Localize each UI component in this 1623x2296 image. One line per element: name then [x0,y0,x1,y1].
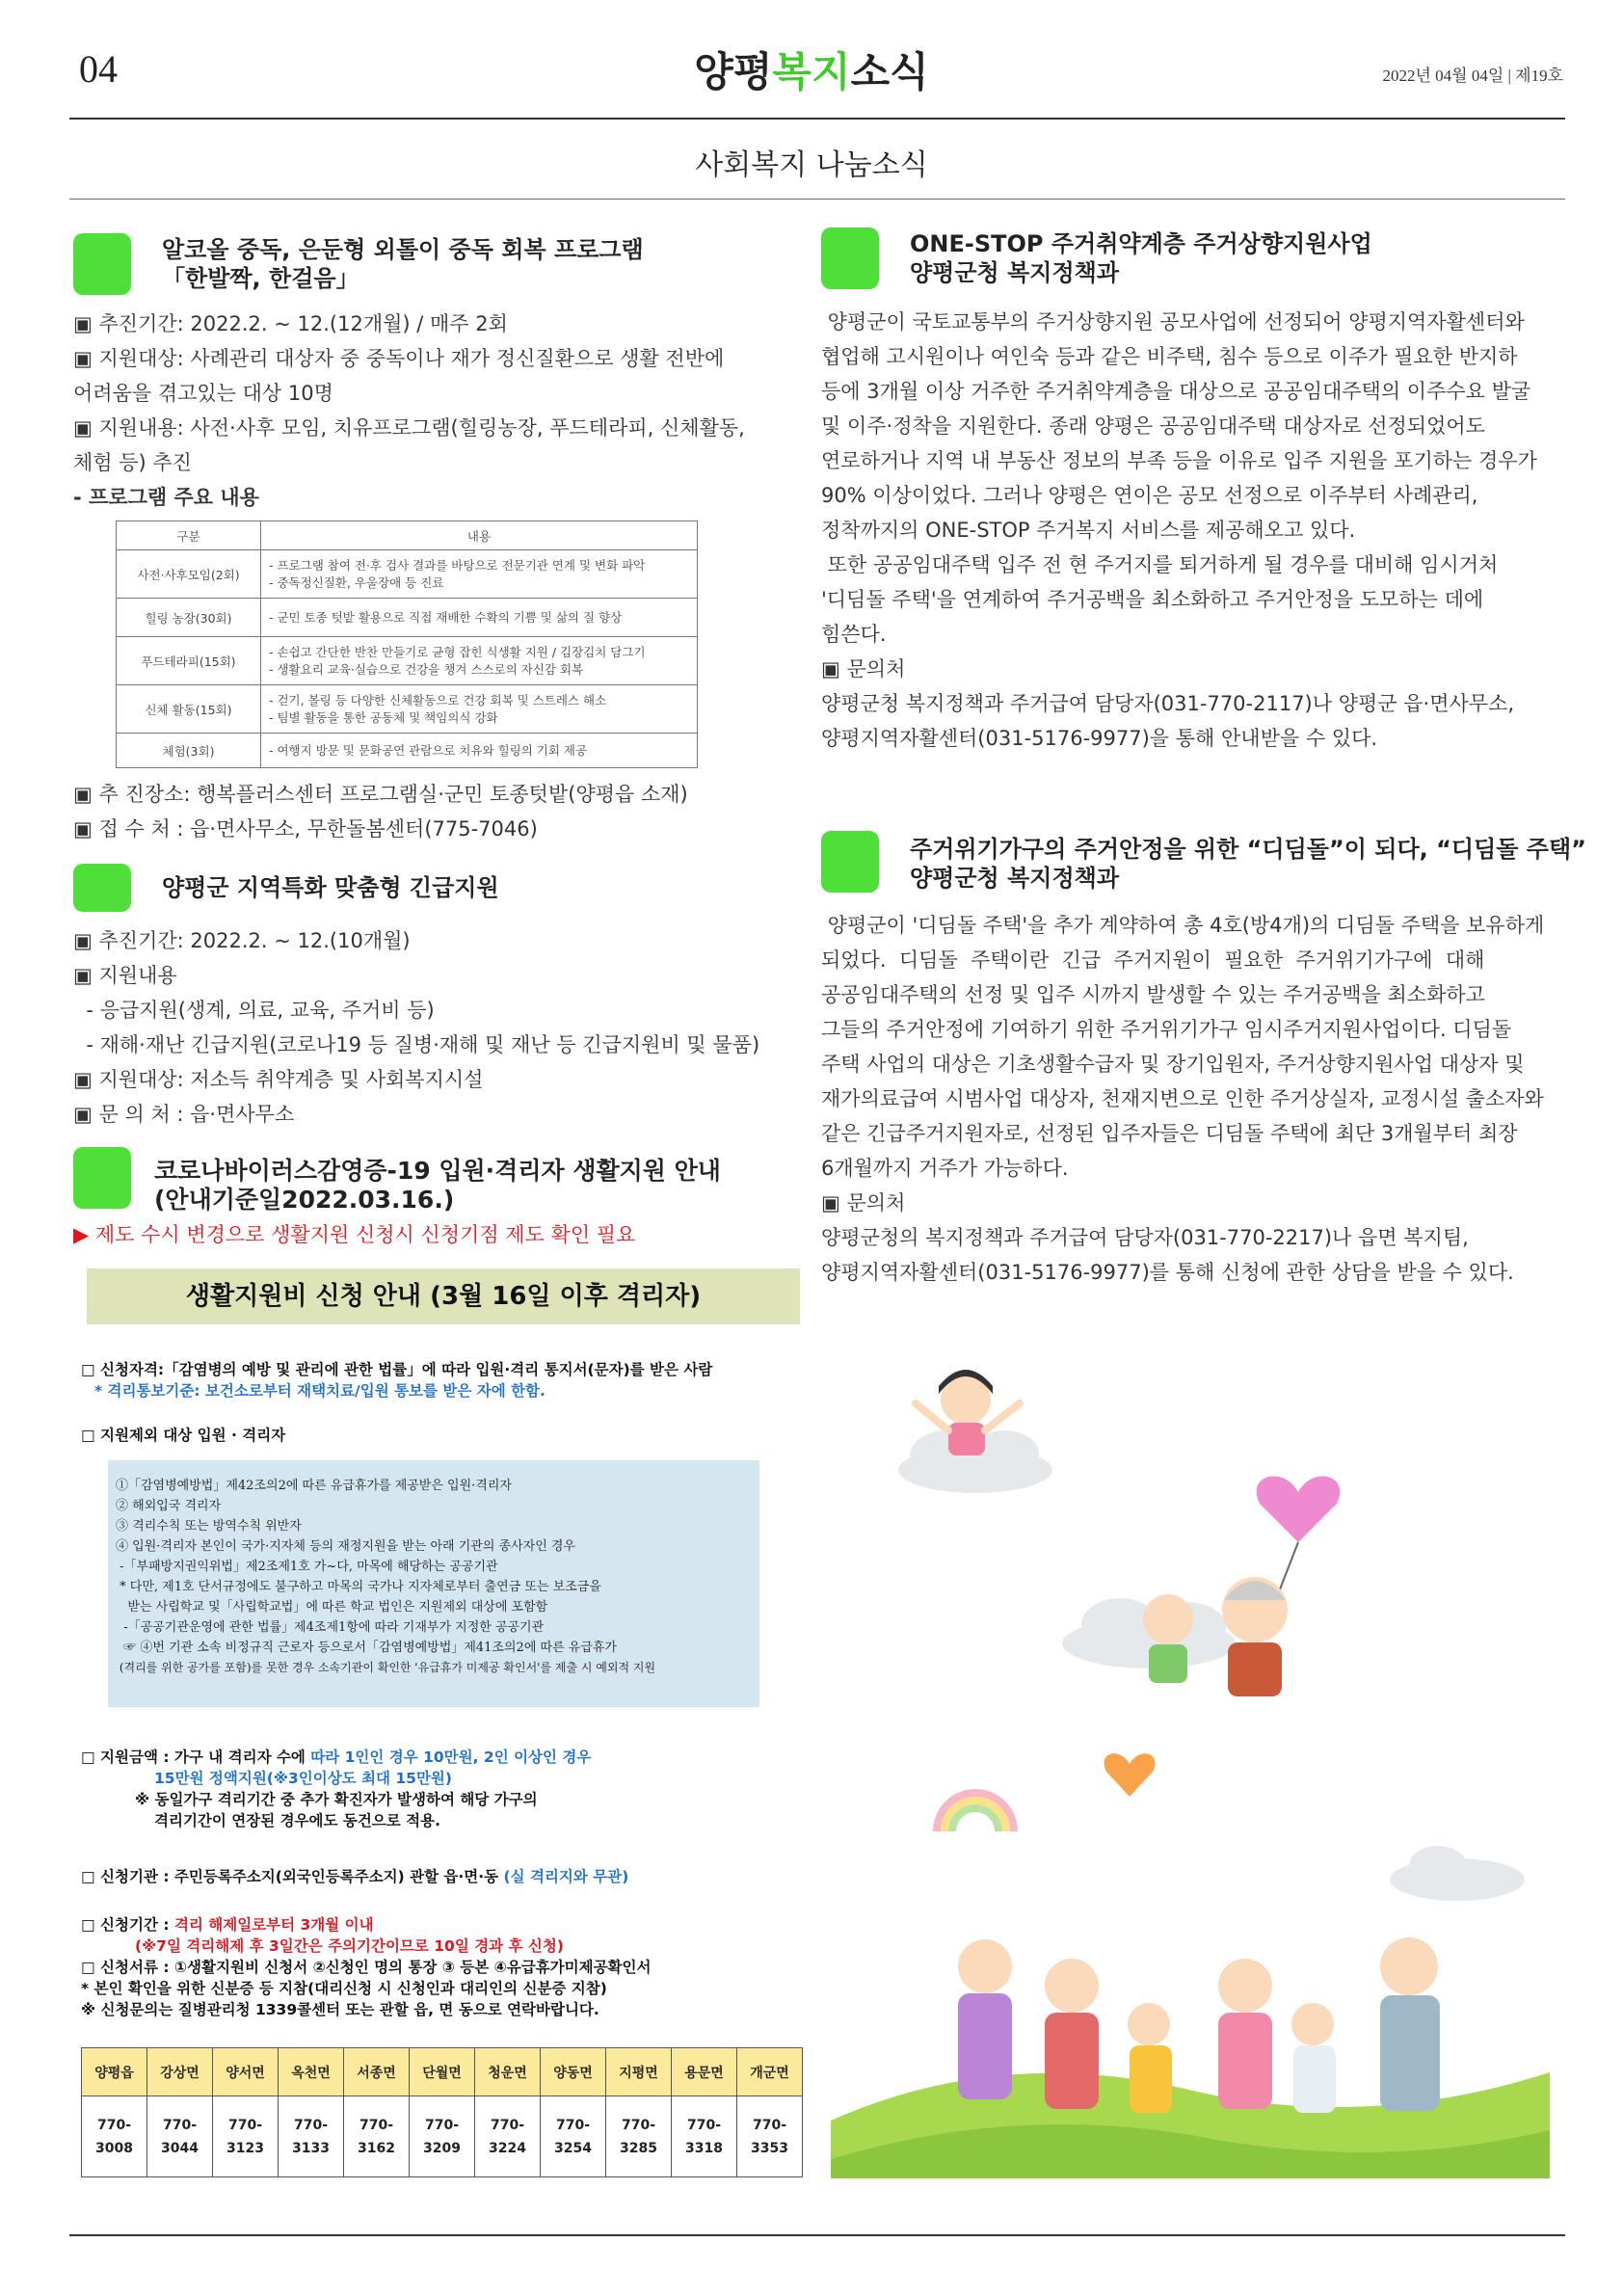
section-marker [73,864,131,912]
office-name: 단월면 [410,2048,475,2096]
office-name: 양서면 [213,2048,279,2096]
page-number: 04 [79,47,118,91]
apply-period-docs: □ 신청기간 : 격리 해제일로부터 3개월 이내 (※7일 격리해제 후 3일간은 주의기간이므로 10일 경과 후 신청) □ 신청서류 : ①생활지원비 신청서 ②신청인 명의 통장 ③ 등본 ④유급휴가미제공확인서 * 본인 확인을 위한 신분증 등 지참(대리신청 시 신청인과 대리인의 신분증 지참) ※ 신청문의는 질병관리청 1339콜센터 또는 관할 읍, 면 동으로 연락바랍니다. [81,1916,652,2018]
section-heading: 알코올 중독, 은둔형 외톨이 중독 회복 프로그램 「한발짝, 한걸음」 [162,236,644,292]
section-heading: 주거위기가구의 주거안정을 위한 “디딤돌”이 되다, “디딤돌 주택” 양평군청 복지정책과 [910,836,1586,892]
office-name: 서종면 [344,2048,410,2096]
section-heading: ONE-STOP 주거취약계층 주거상향지원사업 양평군청 복지정책과 [910,230,1372,286]
office-phone: 770- 3162 [344,2096,410,2177]
program-table [116,521,698,768]
office-phone-table [81,2047,803,2177]
section-rule [69,199,1565,200]
office-name: 지평면 [606,2048,672,2096]
office-phone: 770- 3209 [410,2096,475,2177]
program-contact: ▣ 추 진장소: 행복플러스센터 프로그램실·군민 토종텃밭(양평읍 소재) ▣ 접 수 처 : 읍·면사무소, 무한돌봄센터(775-7046) [73,783,688,841]
exclusion-title: □ 지원제외 대상 입원 · 격리자 [81,1427,286,1444]
masthead: 양평복지소식 [694,48,929,95]
office-phone: 770- 3285 [606,2096,672,2177]
table-row: 신체 활동(15회) - 걷기, 볼링 등 다양한 신체활동으로 건강 회복 및 스트레스 해소 - 팀별 활동을 통한 공동체 및 책임의식 강화 [117,685,698,734]
section-marker [821,831,879,893]
apply-agency: □ 신청기관 : 주민등록주소지(외국인등록주소지) 관할 읍·면·동 (실 격리지와 무관) [81,1868,629,1885]
office-name: 청운면 [475,2048,541,2096]
office-name: 강상면 [147,2048,213,2096]
support-banner: 생활지원비 신청 안내 (3월 16일 이후 격리자) [87,1268,800,1324]
office-phone: 770- 3318 [672,2096,737,2177]
section-marker [73,233,131,295]
office-name: 옥천면 [279,2048,344,2096]
office-name: 개군면 [737,2048,803,2096]
office-name: 양평읍 [82,2048,147,2096]
office-phone: 770- 3353 [737,2096,803,2177]
table-row: 사전·사후모임(2회) - 프로그램 참여 전·후 검사 결과를 바탕으로 전문기관 연계 및 변화 파악 - 중독정신질환, 우울장애 등 진료 [117,550,698,599]
didimdol-article: 양평군이 '디딤돌 주택'을 추가 계약하여 총 4호(방4개)의 디딤돌 주택을 보유하게 되었다. 디딤돌 주택이란 긴급 주거지원이 필요한 주거위기가구에 대해 공공임대주택의 선정 및 입주 시까지 발생할 수 있는 주거공백을 최소화하고 그들의 주거안정에 기여하기 위한 주거위기가구 임시주거지원사업이다. 디딤돌 주택 사업의 대상은 기초생활수급자 및 장기입원자, 주거상향지원사업 대상자 및 재가의료급여 시범사업 대상자, 천재지변으로 인한 주거상실자, 교정시설 출소자와 같은 긴급주거지원자로, 선정된 입주자들은 디딤돌 주택에 최단 3개월부터 최장 6개월까지 거주가 가능하다. ▣ 문의처 양평군청의 복지정책과 주거급여 담당자(031-770-2217)나 읍면 복지팀, 양평지역자활센터(031-5176-9977)를 통해 신청에 관한 상담을 받을 수 있다. [821,914,1545,1284]
section-heading: 코로나바이러스감영증-19 입원·격리자 생활지원 안내 (안내기준일2022.03.16.) [154,1157,721,1214]
office-phone: 770- 3123 [213,2096,279,2177]
emergency-support-details: ▣ 추진기간: 2022.2. ~ 12.(10개월) ▣ 지원내용 - 응급지원(생계, 의료, 교육, 주거비 등) - 재해·재난 긴급지원(코로나19 등 질병·재해 및 재난 등 긴급지원비 및 물품) ▣ 지원대상: 저소득 취약계층 및 사회복지시설 ▣ 문 의 처 : 읍·면사무소 [73,929,760,1126]
office-name: 용문면 [672,2048,737,2096]
issue-date: 2022년 04월 04일 | 제19호 [1382,67,1563,85]
policy-change-note: ▶ 제도 수시 변경으로 생활지원 신청시 신청기점 제도 확인 필요 [73,1223,636,1246]
office-name: 양동면 [541,2048,606,2096]
table-header: 구분 [117,521,261,550]
footer-rule [69,2234,1565,2236]
eligibility: □ 신청자격:「감염병의 예방 및 관리에 관한 법률」에 따라 입원·격리 통지서(문자)를 받은 사람 * 격리통보기준: 보건소로부터 재택치료/입원 통보를 받은 자에 한함. [81,1361,713,1400]
office-phone: 770- 3044 [147,2096,213,2177]
table-header: 내용 [261,521,698,550]
office-phone: 770- 3133 [279,2096,344,2177]
table-row: 푸드테라피(15회) - 손쉽고 간단한 반찬 만들기로 균형 잡힌 식생활 지원 / 김장김치 담그기 - 생활요리 교육·실습으로 건강을 챙겨 스스로의 자신감 회복 [117,637,698,685]
office-phone: 770- 3008 [82,2096,147,2177]
section-heading: 양평군 지역특화 맞춤형 긴급지원 [162,874,499,901]
exclusion-box: ①「감염병예방법」제42조의2에 따른 유급휴가를 제공받은 입원·격리자 ② 해외입국 격리자 ③ 격리수칙 또는 방역수칙 위반자 ④ 입원·격리자 본인이 국가·지자체 등의 재정지원을 받는 아래 기관의 종사자인 경우 -「부패방지권익위법」제2조제1호 가~다, 마목에 해당하는 공공기관 * 다만, 제1호 단서규정에도 불구하고 마목의 국가나 지자체로부터 출연금 또는 보조금을 받는 사립학교 및「사립학교법」에 따른 학교 법인은 지원제외 대상에 포함함 -「공공기관운영에 관한 법률」제4조제1항에 따라 기재부가 지정한 공공기관 ☞ ④번 기관 소속 비정규직 근로자 등으로서「감염병예방법」제41조의2에 따른 유급휴가 (격리를 위한 공가를 포함)를 못한 경우 소속기관이 확인한 '유급휴가 미제공 확인서'를 제출 시 예외적 지원 [108,1460,759,1707]
family-illustration [831,1330,1550,2178]
program-details: ▣ 추진기간: 2022.2. ~ 12.(12개월) / 매주 2회 ▣ 지원대상: 사례관리 대상자 중 중독이나 재가 정신질환으로 생활 전반에 어려움을 겪고있는 대상 10명 ▣ 지원내용: 사전·사후 모임, 치유프로그램(힐링농장, 푸드테라피, 신체활동, 체험 등) 추진 - 프로그램 주요 내용 [73,312,745,509]
section-marker [821,227,879,289]
table-row: 힐링 농장(30회) - 군민 토종 텃밭 활용으로 직접 재배한 수확의 기쁨 및 삶의 질 향상 [117,599,698,637]
office-phone: 770- 3254 [541,2096,606,2177]
section-marker [73,1147,131,1209]
office-phone: 770- 3224 [475,2096,541,2177]
table-row: 체험(3회) - 여행지 방문 및 문화공연 관람으로 치유와 힐링의 기회 제공 [117,734,698,768]
onestop-article: 양평군이 국토교통부의 주거상향지원 공모사업에 선정되어 양평지역자활센터와 협업해 고시원이나 여인숙 등과 같은 비주택, 침수 등으로 이주가 필요한 반지하 등에 3개월 이상 거주한 주거취약계층을 대상으로 공공임대주택의 이주수요 발굴 및 이주·정착을 지원한다. 종래 양평은 공공임대주택 대상자로 선정되었어도 연로하거나 지역 내 부동산 정보의 부족 등을 이유로 입주 지원을 포기하는 경우가 90% 이상이었다. 그러나 양평은 연이은 공모 선정으로 이주부터 사례관리, 정착까지의 ONE-STOP 주거복지 서비스를 제공해오고 있다. 또한 공공임대주택 입주 전 현 주거지를 퇴거하게 될 경우를 대비해 임시거처 '디딤돌 주택'을 연계하여 주거공백을 최소화하고 주거안정을 도모하는 데에 힘쓴다. ▣ 문의처 양평군청 복지정책과 주거급여 담당자(031-770-2117)나 양평군 읍·면사무소, 양평지역자활센터(031-5176-9977)을 통해 안내받을 수 있다. [821,310,1537,750]
header-rule [69,118,1565,120]
support-amount: □ 지원금액 : 가구 내 격리자 수에 따라 1인인 경우 10만원, 2인 이상인 경우 15만원 정액지원(※3인이상도 최대 15만원) ※ 동일가구 격리기간 중 추가 확진자가 발생하여 해당 가구의 격리기간이 연장된 경우에도 동건으로 적용. [81,1749,592,1829]
section-title: 사회복지 나눔소식 [695,148,928,182]
